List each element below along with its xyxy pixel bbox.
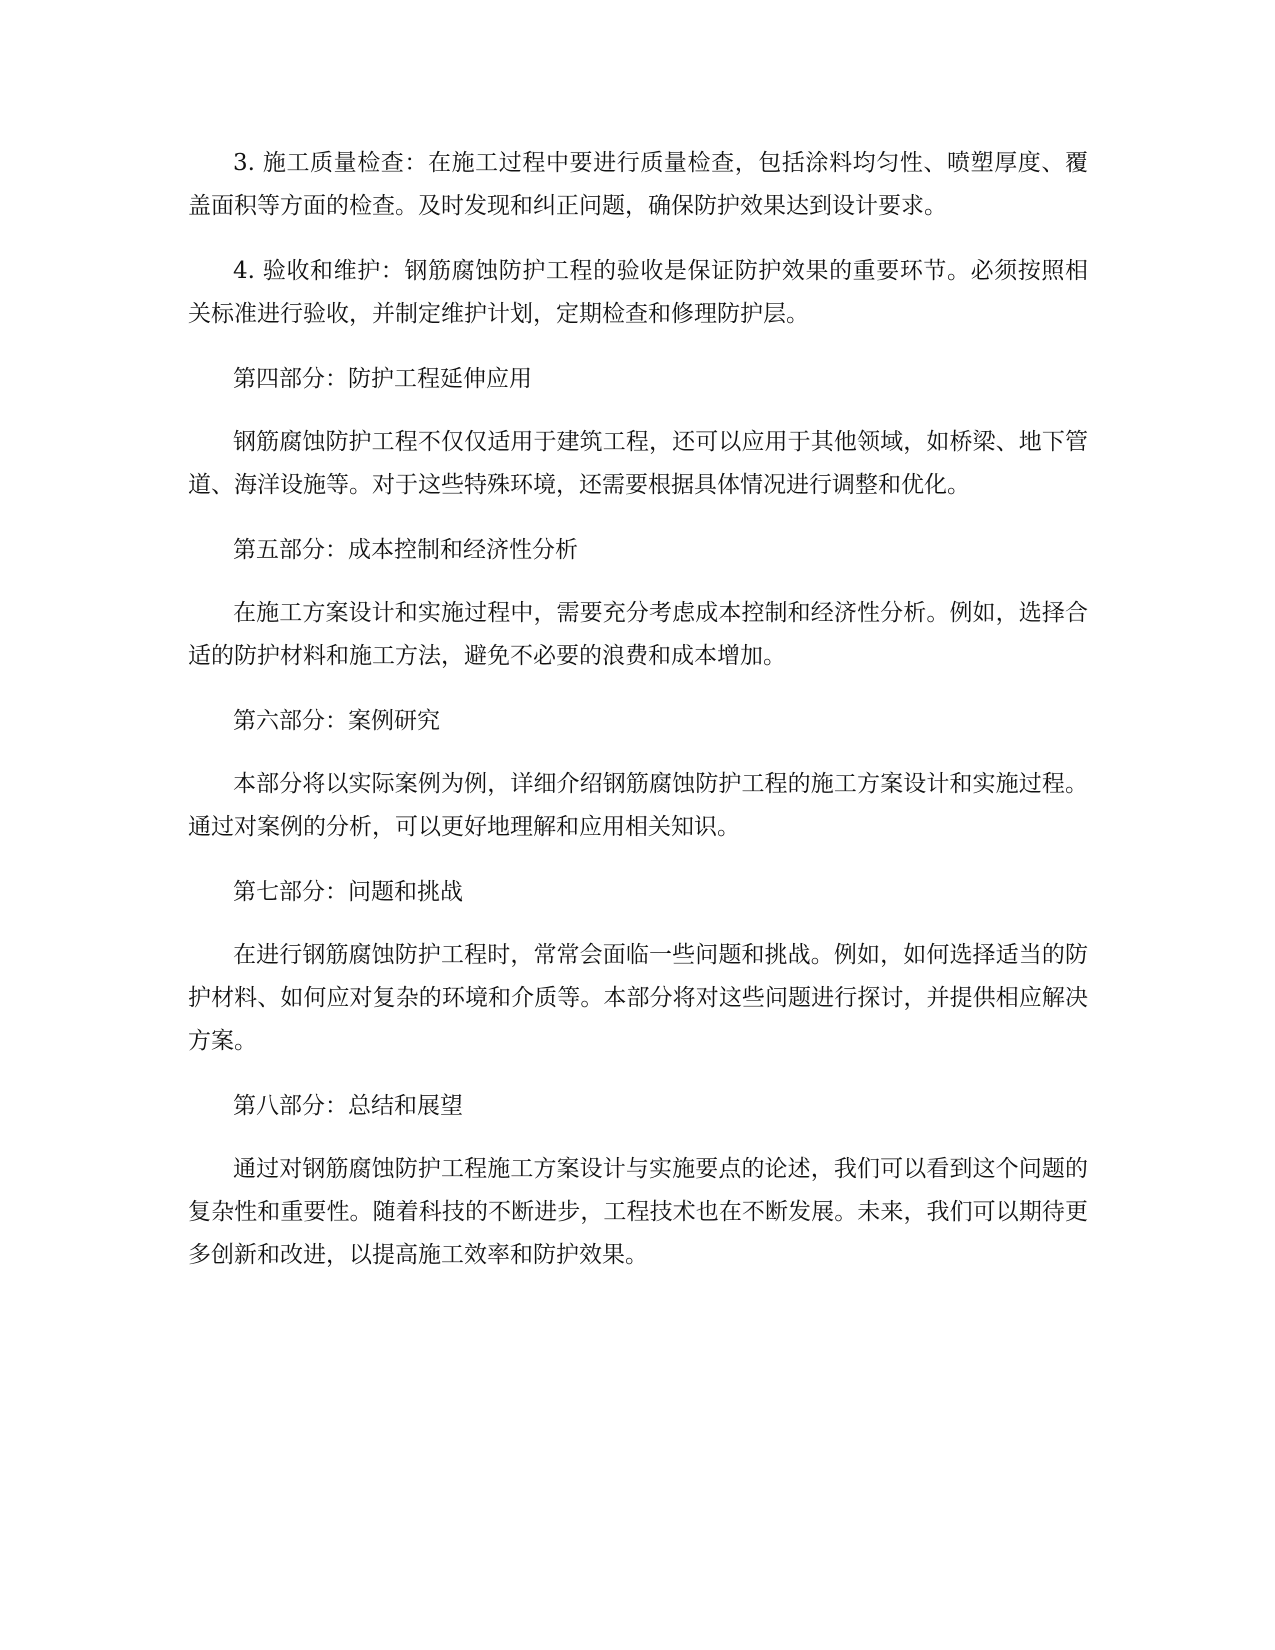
section-heading-part-5: 第五部分：成本控制和经济性分析 xyxy=(233,537,578,563)
paragraph-summary-outlook: 通过对钢筋腐蚀防护工程施工方案设计与实施要点的论述，我们可以看到这个问题的复杂性和重要性。随着科技的不断进步，工程技术也在不断发展。未来，我们可以期待更多创新和改进，以提高施工效率和防护效果。 xyxy=(188,1156,1088,1268)
section-heading-part-4: 第四部分：防护工程延伸应用 xyxy=(233,366,532,392)
section-heading-part-8: 第八部分：总结和展望 xyxy=(233,1093,463,1119)
section-heading-part-6: 第六部分：案例研究 xyxy=(233,708,440,734)
paragraph-case-study: 本部分将以实际案例为例，详细介绍钢筋腐蚀防护工程的施工方案设计和实施过程。通过对案例的分析，可以更好地理解和应用相关知识。 xyxy=(188,771,1088,840)
document-body xyxy=(188,142,1088,1299)
paragraph-cost-control: 在施工方案设计和实施过程中，需要充分考虑成本控制和经济性分析。例如，选择合适的防护材料和施工方法，避免不必要的浪费和成本增加。 xyxy=(188,600,1088,669)
paragraph-extended-application: 钢筋腐蚀防护工程不仅仅适用于建筑工程，还可以应用于其他领域，如桥梁、地下管道、海洋设施等。对于这些特殊环境，还需要根据具体情况进行调整和优化。 xyxy=(188,429,1088,498)
paragraph-acceptance-maintenance: 4. 验收和维护：钢筋腐蚀防护工程的验收是保证防护效果的重要环节。必须按照相关标准进行验收，并制定维护计划，定期检查和修理防护层。 xyxy=(188,258,1088,327)
section-heading-part-7: 第七部分：问题和挑战 xyxy=(233,879,463,905)
paragraph-quality-inspection: 3. 施工质量检查：在施工过程中要进行质量检查，包括涂料均匀性、喷塑厚度、覆盖面积等方面的检查。及时发现和纠正问题，确保防护效果达到设计要求。 xyxy=(188,150,1088,219)
paragraph-problems-challenges: 在进行钢筋腐蚀防护工程时，常常会面临一些问题和挑战。例如，如何选择适当的防护材料、如何应对复杂的环境和介质等。本部分将对这些问题进行探讨，并提供相应解决方案。 xyxy=(188,942,1088,1054)
